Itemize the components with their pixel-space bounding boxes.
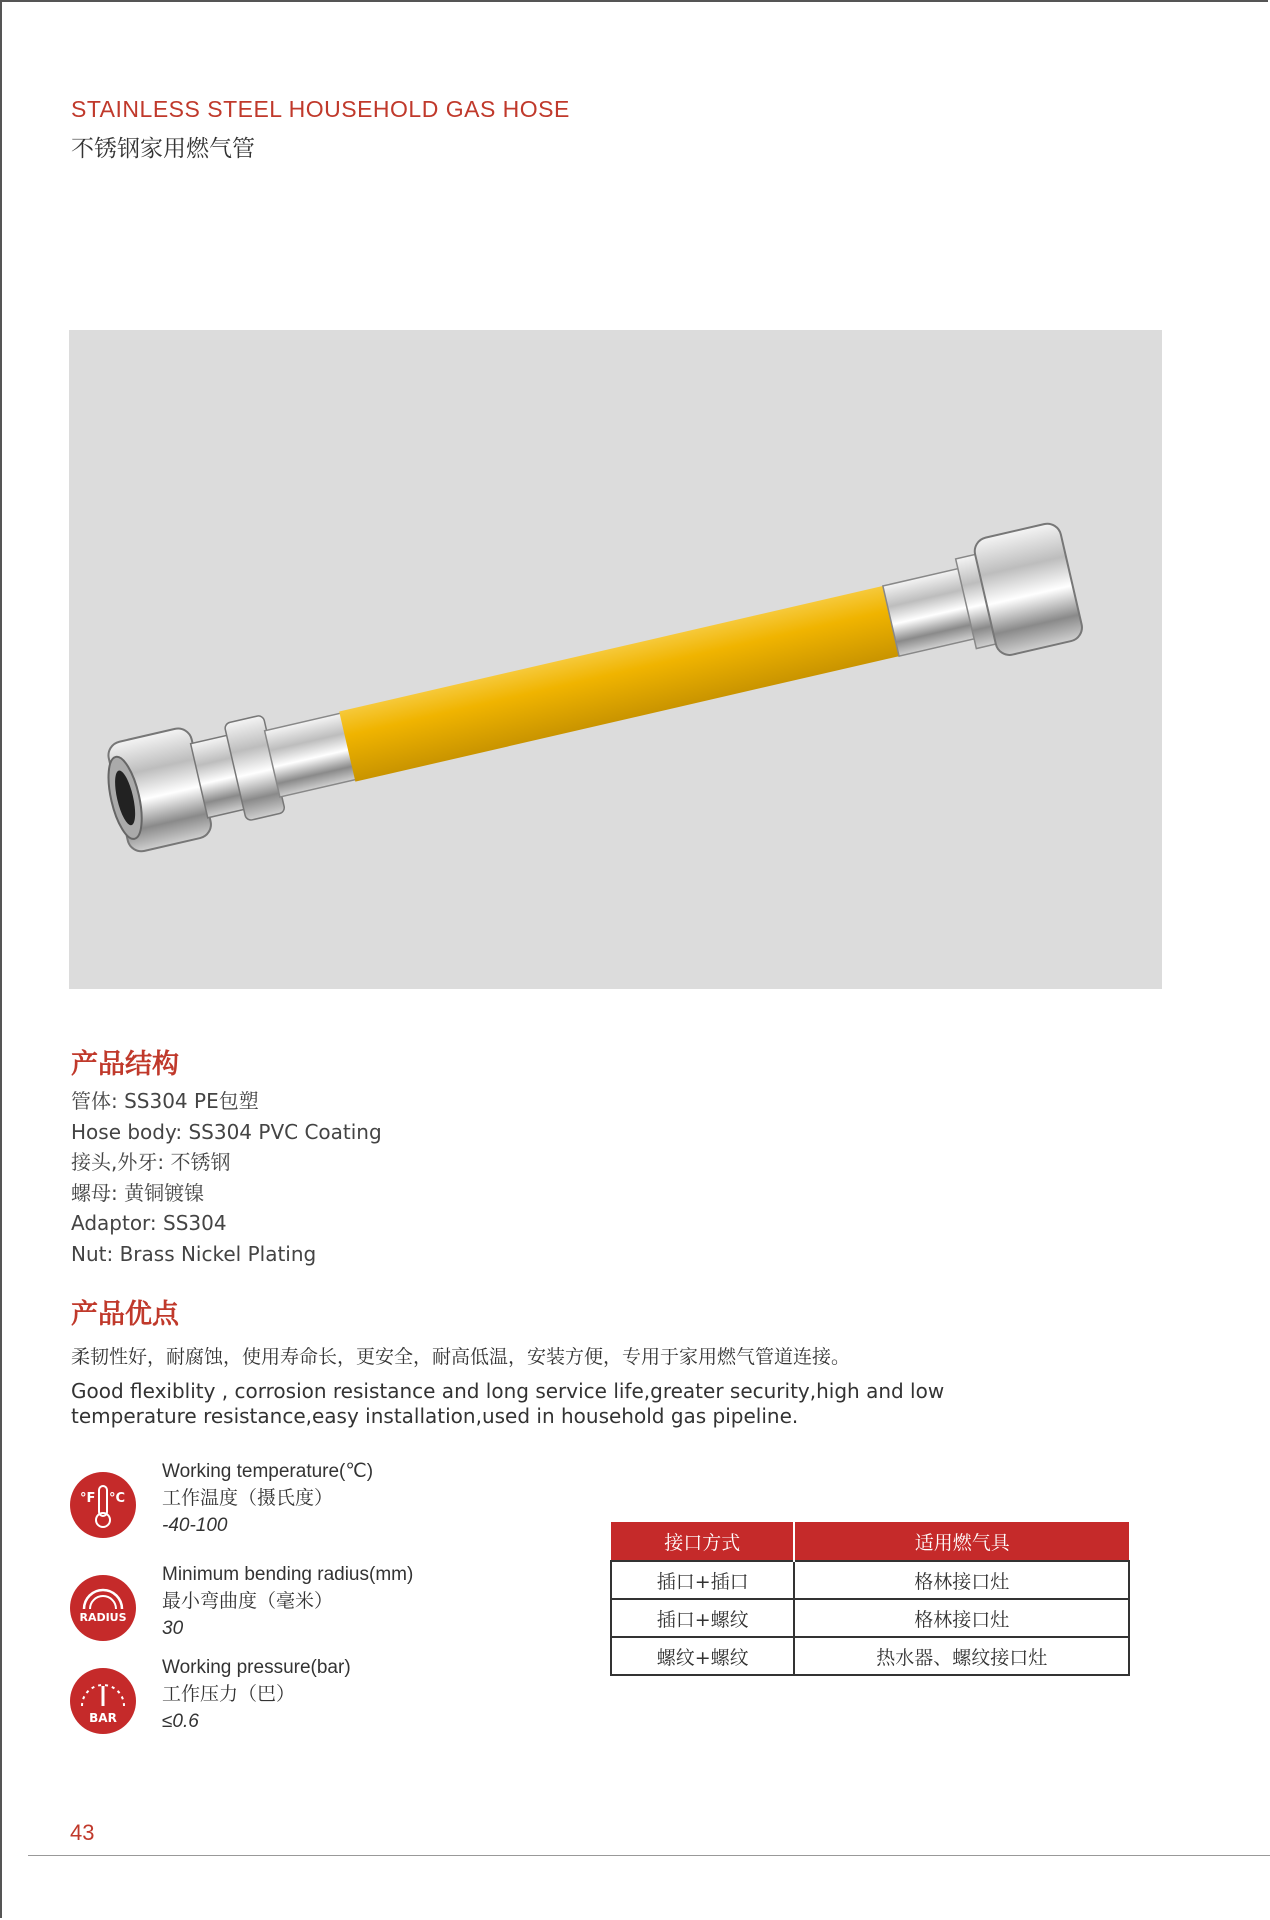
table-cell: 螺纹+螺纹	[611, 1637, 794, 1675]
param-value: 30	[162, 1618, 184, 1639]
page-number: 43	[70, 1820, 95, 1845]
page-title-cn: 不锈钢家用燃气管	[71, 136, 255, 162]
product-photo	[69, 330, 1162, 989]
svg-text:RADIUS: RADIUS	[79, 1611, 127, 1624]
table-cell: 格林接口灶	[794, 1561, 1129, 1599]
param-label-cn: 工作压力（巴）	[162, 1684, 296, 1705]
spec-line: Hose body: SS304 PVC Coating	[71, 1119, 382, 1144]
param-value: ≤0.6	[162, 1711, 199, 1732]
param-label-cn: 工作温度（摄氏度）	[162, 1488, 334, 1509]
structure-heading: 产品结构	[71, 1049, 179, 1080]
param-label-cn: 最小弯曲度（毫米）	[162, 1591, 334, 1612]
page-title-en: STAINLESS STEEL HOUSEHOLD GAS HOSE	[71, 96, 570, 122]
structure-list	[71, 1086, 382, 1269]
table-header: 适用燃气具	[794, 1522, 1129, 1561]
connection-table	[610, 1522, 1130, 1676]
svg-text:°F: °F	[80, 1491, 96, 1506]
svg-text:°C: °C	[109, 1491, 126, 1506]
spec-line: 螺母: 黄铜镀镍	[71, 1180, 205, 1205]
thermometer-icon	[70, 1472, 136, 1538]
table-row	[611, 1561, 1129, 1599]
table-cell: 格林接口灶	[794, 1599, 1129, 1637]
table-cell: 插口+插口	[611, 1561, 794, 1599]
footer-divider	[28, 1855, 1270, 1856]
spec-line: 管体: SS304 PE包塑	[71, 1089, 259, 1113]
advantages-heading: 产品优点	[71, 1299, 179, 1330]
table-cell: 插口+螺纹	[611, 1599, 794, 1637]
param-label-en: Working pressure(bar)	[162, 1657, 351, 1678]
param-pressure	[70, 1654, 570, 1764]
table-header: 接口方式	[611, 1522, 794, 1561]
table-cell: 热水器、螺纹接口灶	[794, 1637, 1129, 1675]
spec-line: Nut: Brass Nickel Plating	[71, 1241, 317, 1266]
table-header-row	[611, 1522, 1129, 1561]
advantages-text-en: Good flexiblity , corrosion resistance and long service life,greater security,high and low temperature resistance,easy installation,used in household gas pipeline.	[71, 1379, 945, 1428]
param-value: -40-100	[162, 1515, 228, 1536]
spec-line: 接头,外牙: 不锈钢	[71, 1150, 231, 1174]
param-label-en: Working temperature(℃)	[162, 1461, 374, 1482]
param-temperature	[70, 1458, 570, 1568]
param-label-en: Minimum bending radius(mm)	[162, 1564, 414, 1585]
radius-icon	[70, 1575, 136, 1641]
gas-hose-image	[69, 330, 1162, 989]
advantages-text-cn: 柔韧性好，耐腐蚀，使用寿命长，更安全，耐高低温，安装方便，专用于家用燃气管道连接。	[71, 1346, 851, 1368]
table-row	[611, 1637, 1129, 1675]
table-row	[611, 1599, 1129, 1637]
pressure-gauge-icon	[70, 1668, 136, 1734]
svg-text:BAR: BAR	[89, 1711, 117, 1725]
spec-line: Adaptor: SS304	[71, 1211, 227, 1235]
